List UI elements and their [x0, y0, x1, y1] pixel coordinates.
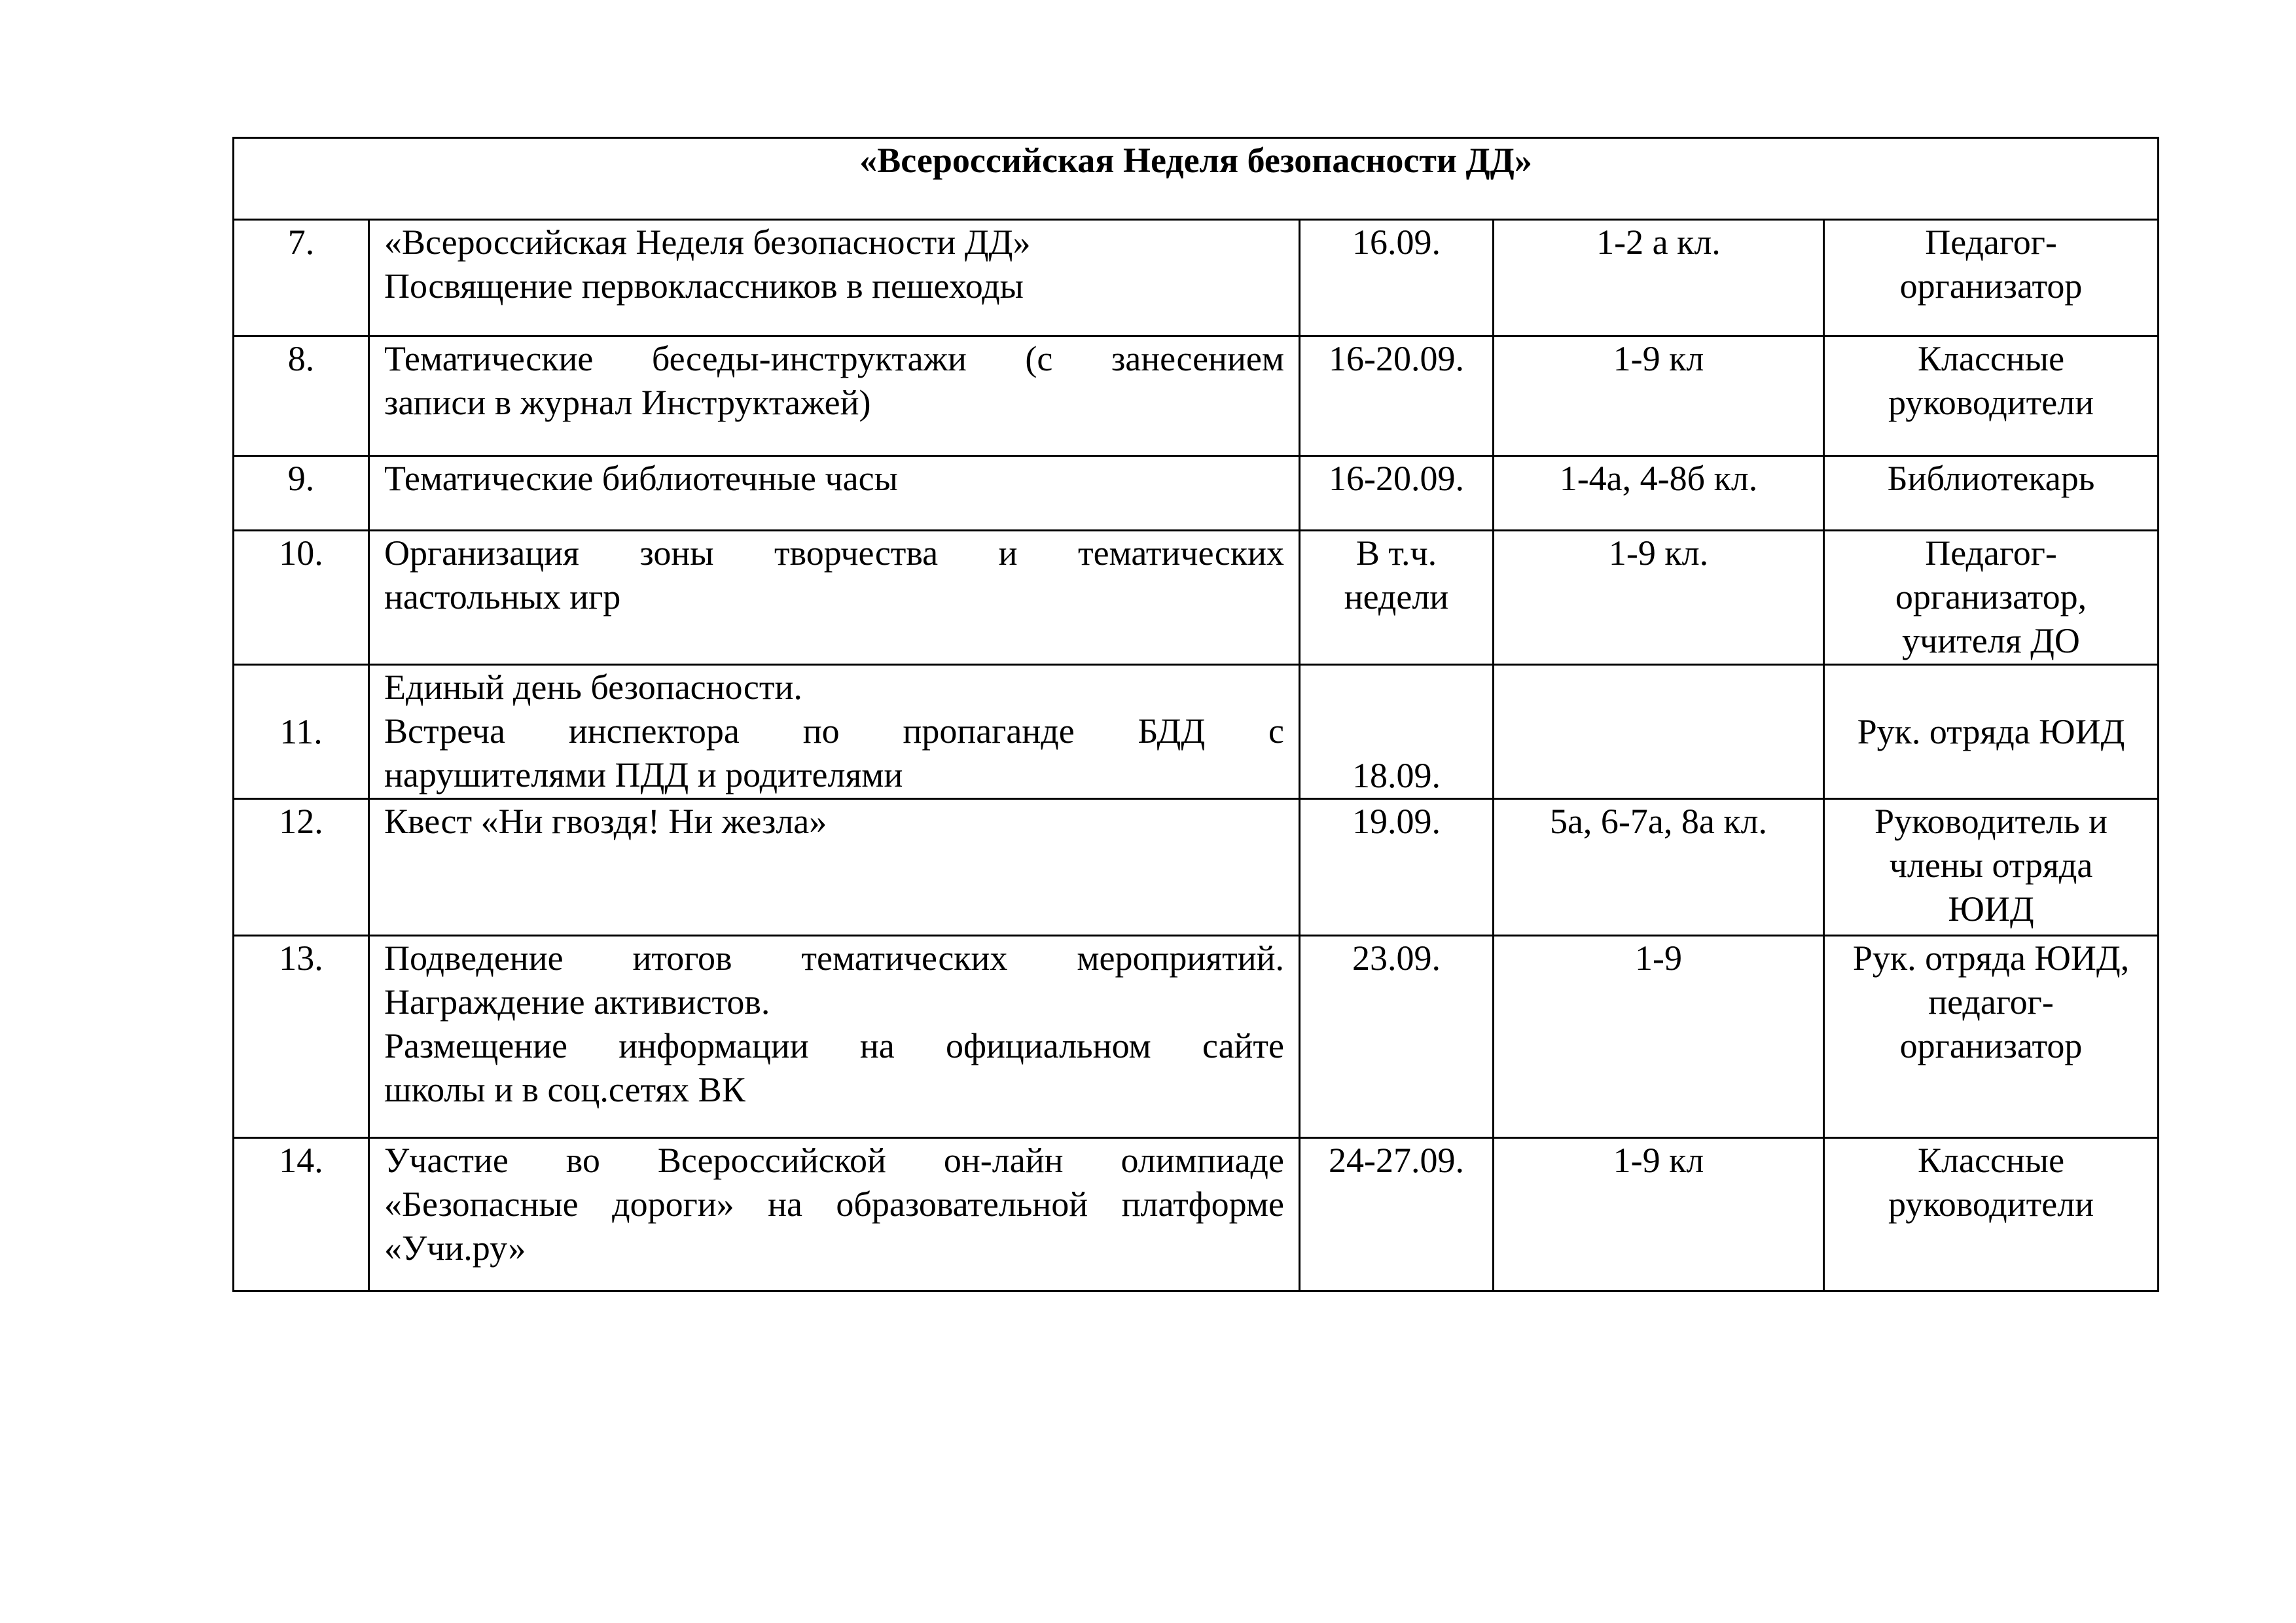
event-responsible — [1824, 936, 2159, 1138]
event-classes: 1-9 кл. — [1494, 531, 1824, 665]
table-row — [234, 456, 2159, 531]
responsible-line: Педагог- — [1925, 223, 2057, 262]
responsible-line: руководители — [1888, 1185, 2094, 1224]
row-number: 12. — [234, 799, 369, 936]
responsible-line: Рук. отряда ЮИД — [1857, 711, 2125, 751]
event-classes: 1-4а, 4-8б кл. — [1494, 456, 1824, 531]
responsible-line: Классные — [1918, 339, 2065, 378]
event-responsible — [1824, 1138, 2159, 1291]
section-header-row — [234, 138, 2159, 220]
event-line: Единый день безопасности. — [384, 668, 802, 707]
event-line: Подведение итогов тематических мероприятий. — [384, 938, 1284, 978]
event-line: Размещение информации на официальном сайте — [384, 1026, 1284, 1065]
event-date: 16.09. — [1300, 220, 1494, 336]
date-line: В т.ч. — [1355, 533, 1437, 573]
row-number: 8. — [234, 336, 369, 456]
responsible-line: педагог- — [1928, 982, 2054, 1022]
event-responsible — [1824, 220, 2159, 336]
table-row — [234, 336, 2159, 456]
date-line: недели — [1344, 577, 1449, 616]
row-number: 11. — [234, 665, 369, 799]
event-line: Тематические беседы-инструктажи (с занесением — [384, 339, 1284, 378]
table-row — [234, 531, 2159, 665]
table-row — [234, 220, 2159, 336]
row-number: 13. — [234, 936, 369, 1138]
event-line: Встреча инспектора по пропаганде БДД с — [384, 711, 1284, 751]
event-date: 24-27.09. — [1300, 1138, 1494, 1291]
responsible-line: учителя ДО — [1902, 621, 2080, 660]
event-description — [369, 220, 1300, 336]
event-line: настольных игр — [384, 577, 621, 616]
responsible-line: члены отряда — [1889, 846, 2093, 885]
event-responsible — [1824, 799, 2159, 936]
responsible-line: ЮИД — [1948, 889, 2034, 929]
event-date: 18.09. — [1300, 665, 1494, 799]
event-description — [369, 531, 1300, 665]
event-classes: 1-9 кл — [1494, 336, 1824, 456]
event-date: 16-20.09. — [1300, 336, 1494, 456]
event-line: Организация зоны творчества и тематических — [384, 533, 1284, 573]
event-date: 16-20.09. — [1300, 456, 1494, 531]
event-description — [369, 936, 1300, 1138]
event-line: записи в журнал Инструктажей) — [384, 383, 871, 422]
event-line: школы и в соц.сетях ВК — [384, 1070, 745, 1109]
table-row — [234, 665, 2159, 799]
event-line: Квест «Ни гвоздя! Ни жезла» — [384, 802, 827, 841]
responsible-line: Библиотекарь — [1887, 459, 2095, 498]
table-row — [234, 799, 2159, 936]
responsible-line: организатор, — [1895, 577, 2087, 616]
event-line: Посвящение первоклассников в пешеходы — [384, 266, 1024, 306]
event-date: 19.09. — [1300, 799, 1494, 936]
event-date: 23.09. — [1300, 936, 1494, 1138]
event-responsible — [1824, 336, 2159, 456]
event-description — [369, 336, 1300, 456]
responsible-line: руководители — [1888, 383, 2094, 422]
event-description — [369, 456, 1300, 531]
event-line: «Всероссийская Неделя безопасности ДД» — [384, 223, 1031, 262]
event-description — [369, 799, 1300, 936]
row-number: 9. — [234, 456, 369, 531]
event-classes — [1494, 665, 1824, 799]
event-description — [369, 665, 1300, 799]
event-classes: 1-2 а кл. — [1494, 220, 1824, 336]
event-line: Участие во Всероссийской он-лайн олимпиаде — [384, 1141, 1284, 1180]
row-number: 10. — [234, 531, 369, 665]
event-responsible — [1824, 665, 2159, 799]
event-line: нарушителями ПДД и родителями — [384, 755, 903, 794]
event-description — [369, 1138, 1300, 1291]
responsible-line: организатор — [1899, 1026, 2083, 1065]
responsible-line: Педагог- — [1925, 533, 2057, 573]
responsible-line: Классные — [1918, 1141, 2065, 1180]
event-responsible — [1824, 456, 2159, 531]
row-number: 7. — [234, 220, 369, 336]
event-line: «Учи.ру» — [384, 1228, 526, 1268]
events-table — [232, 137, 2159, 1292]
table-row — [234, 936, 2159, 1138]
table-row — [234, 1138, 2159, 1291]
responsible-line: организатор — [1899, 266, 2083, 306]
row-number: 14. — [234, 1138, 369, 1291]
event-classes: 1-9 кл — [1494, 1138, 1824, 1291]
responsible-line: Рук. отряда ЮИД, — [1852, 938, 2130, 978]
event-line: Тематические библиотечные часы — [384, 459, 898, 498]
event-classes: 5а, 6-7а, 8а кл. — [1494, 799, 1824, 936]
event-line: Награждение активистов. — [384, 982, 770, 1022]
event-responsible — [1824, 531, 2159, 665]
event-classes: 1-9 — [1494, 936, 1824, 1138]
event-date — [1300, 531, 1494, 665]
responsible-line: Руководитель и — [1874, 802, 2108, 841]
event-line: «Безопасные дороги» на образовательной платформе — [384, 1185, 1284, 1224]
section-title: «Всероссийская Неделя безопасности ДД» — [234, 138, 2159, 220]
